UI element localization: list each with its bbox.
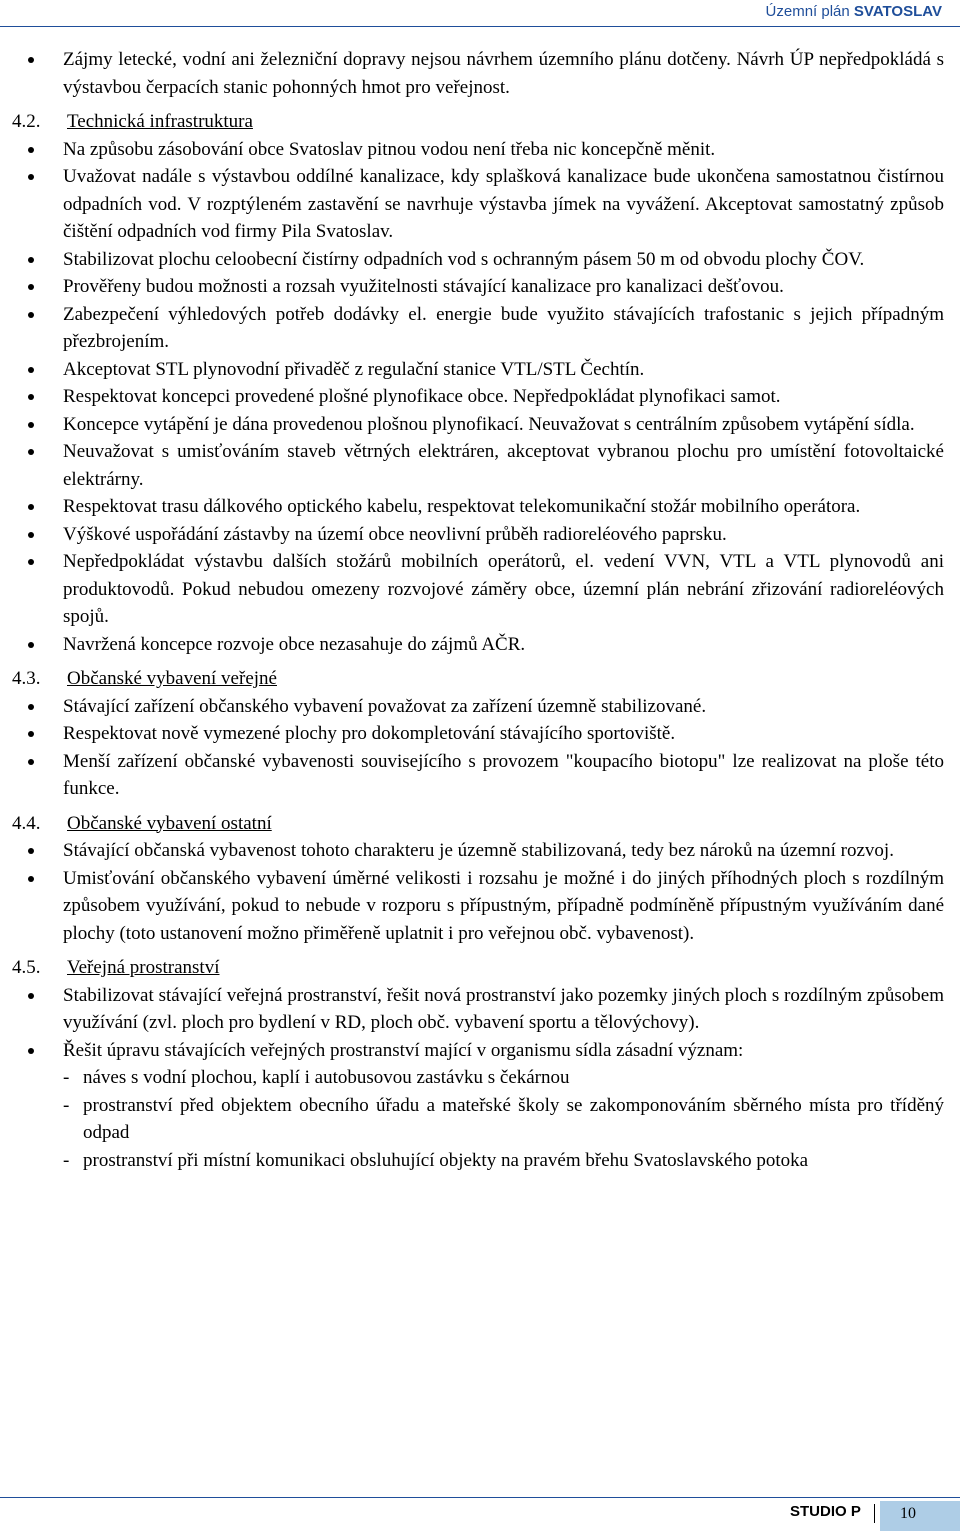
bullet-text: Respektovat koncepci provedené plošné plynofikace obce. Nepředpokládat plynofikaci samot. [63, 386, 781, 407]
bullet-item [12, 246, 944, 274]
header-name: SVATOSLAV [853, 3, 942, 20]
bullet-item [12, 693, 944, 721]
dash-text: prostranství při místní komunikaci obsluhující objekty na pravém břehu Svatoslavského potoka [83, 1149, 809, 1171]
bullet-icon [28, 704, 34, 710]
bullet-item [12, 720, 944, 748]
section-number: 4.5. [12, 957, 41, 978]
bullet-text: Menší zařízení občanské vybavenosti souvisejícího s provozem "koupacího biotopu" lze realizovat na ploše této funkce. [63, 750, 944, 799]
bullet-icon [28, 559, 34, 565]
section-heading [12, 665, 944, 693]
bullet-text: Stávající občanská vybavenost tohoto charakteru je územně stabilizovaná, tedy bez nároků na územní rozvoj. [63, 840, 894, 861]
footer-separator [874, 1504, 875, 1523]
bullet-icon [28, 422, 34, 428]
bullet-item [12, 301, 944, 356]
dash-marker: - [63, 1094, 70, 1116]
dash-marker: - [63, 1067, 70, 1088]
dash-text: náves s vodní plochou, kaplí i autobusovou zastávku s čekárnou [83, 1067, 570, 1088]
bullet-text: Výškové uspořádání zástavby na území obce neovlivní průběh radioreléového paprsku. [63, 523, 727, 545]
bullet-icon [28, 147, 34, 153]
bullet-item [12, 273, 944, 301]
bullet-text: Zájmy letecké, vodní ani železniční dopravy nejsou návrhem územního plánu dotčeny. Návrh ÚP nepředpokládá s výstavbou čerpacích stanic pohonných hmot pro veřejnost. [63, 49, 944, 98]
bullet-icon [28, 394, 34, 400]
bullet-text: Nepředpokládat výstavbu dalších stožárů mobilních operátorů, el. vedení VVN, VTL a VTL plynovodů ani produktovodů. Pokud nebudou omezeny rozvojové záměry obce, územní plán nebrání zřizování radioreléových spojů. [63, 551, 944, 627]
bullet-icon [28, 993, 34, 999]
bullet-item [12, 748, 944, 803]
bullet-text: Řešit úpravu stávajících veřejných prostranství mající v organismu sídla zásadní význam: [63, 1039, 744, 1061]
bullet-text: Akceptovat STL plynovodní přivaděč z regulační stanice VTL/STL Čechtín. [63, 358, 645, 380]
bullet-item [12, 982, 944, 1037]
bullet-text: Na způsobu zásobování obce Svatoslav pitnou vodou není třeba nic koncepčně měnit. [63, 138, 716, 160]
bullet-icon [28, 257, 34, 263]
bullet-text: Umisťování občanského vybavení úměrné velikosti i rozsahu je možné i do jiných příhodných ploch s rozdílným způsobem využívání, pokud to nebude v rozporu s přípustným, případně podmíněně přípustným využíváním dané plochy (toto ustanovení možno přiměřeně uplatnit i pro veřejnou obč. vybavenost). [63, 867, 944, 944]
dash-item [12, 1092, 944, 1147]
header-prefix: Územní plán [765, 3, 850, 20]
bullet-icon [28, 759, 34, 765]
bullet-icon [28, 57, 34, 63]
bullet-text: Koncepce vytápění je dána provedenou plošnou plynofikací. Neuvažovat s centrálním způsobem vytápění sídla. [63, 413, 915, 435]
bullet-item [12, 631, 944, 659]
section-number: 4.3. [12, 668, 41, 689]
bullet-icon [28, 312, 34, 318]
bullet-icon [28, 284, 34, 290]
bullet-text: Respektovat trasu dálkového optického kabelu, respektovat telekomunikační stožár mobilního operátora. [63, 496, 861, 517]
bullet-icon [28, 449, 34, 455]
page-header [766, 3, 942, 20]
bullet-item [12, 1037, 944, 1065]
bullet-item [12, 521, 944, 549]
section-heading [12, 108, 944, 136]
bullet-text: Uvažovat nadále s výstavbou oddílné kanalizace, kdy splašková kanalizace bude ukončena samostatnou čistírnou odpadních vod. V rozptýleném zastavění se navrhuje výstavba jímek na vyvážení. Akceptovat samostatný způsob čištění odpadních vod firmy Pila Svatoslav. [63, 166, 944, 242]
section-heading [12, 954, 944, 982]
dash-item [12, 1147, 944, 1175]
page-number-box [880, 1501, 960, 1531]
bullet-icon [28, 876, 34, 882]
bullet-item [12, 548, 944, 631]
bullet-icon [28, 532, 34, 538]
bullet-text: Neuvažovat s umisťováním staveb větrných elektráren, akceptovat vybranou plochu pro umístění fotovoltaické elektrárny. [63, 441, 944, 490]
footer-rule [0, 1497, 960, 1498]
dash-marker: - [63, 1149, 70, 1171]
bullet-text: Respektovat nově vymezené plochy pro dokompletování stávajícího sportoviště. [63, 723, 676, 744]
bullet-item [12, 438, 944, 493]
bullet-item [12, 356, 944, 384]
bullet-icon [28, 367, 34, 373]
dash-text: prostranství před objektem obecního úřadu a mateřské školy se zakomponováním sběrného místa pro tříděný odpad [83, 1094, 944, 1143]
bullet-item [12, 163, 944, 246]
header-rule [0, 26, 960, 27]
dash-item [12, 1064, 944, 1092]
bullet-icon [28, 174, 34, 180]
page-number: 10 [900, 1505, 916, 1522]
bullet-icon [28, 731, 34, 737]
section-title: Občanské vybavení ostatní [67, 812, 272, 834]
bullet-text: Navržená koncepce rozvoje obce nezasahuje do zájmů AČR. [63, 633, 526, 655]
bullet-icon [28, 1048, 34, 1054]
bullet-text: Stávající zařízení občanského vybavení považovat za zařízení územně stabilizované. [63, 695, 707, 717]
section-title: Technická infrastruktura [67, 111, 253, 132]
section-title: Občanské vybavení veřejné [67, 668, 277, 689]
document-body [12, 46, 944, 1174]
section-number: 4.2. [12, 111, 41, 132]
bullet-icon [28, 504, 34, 510]
footer-studio: STUDIO P [790, 1503, 861, 1520]
bullet-icon [28, 642, 34, 648]
bullet-icon [28, 848, 34, 854]
bullet-item [12, 493, 944, 521]
section-title: Veřejná prostranství [67, 957, 220, 978]
bullet-item [12, 46, 944, 101]
bullet-item [12, 136, 944, 164]
bullet-item [12, 411, 944, 439]
bullet-item [12, 837, 944, 865]
section-number: 4.4. [12, 812, 41, 834]
bullet-text: Prověřeny budou možnosti a rozsah využitelnosti stávající kanalizace pro kanalizaci dešťovou. [63, 276, 784, 297]
bullet-text: Stabilizovat plochu celoobecní čistírny odpadních vod s ochranným pásem 50 m od obvodu plochy ČOV. [63, 248, 865, 270]
section-heading [12, 810, 944, 838]
bullet-item [12, 865, 944, 948]
bullet-text: Stabilizovat stávající veřejná prostranství, řešit nová prostranství jako pozemky jiných ploch s rozdílným způsobem využívání (zvl. ploch pro bydlení v RD, ploch obč. vybavení sportu a tělovýchovy). [63, 984, 944, 1033]
bullet-text: Zabezpečení výhledových potřeb dodávky el. energie bude využito stávajících trafostanic s jejich případným přezbrojením. [63, 303, 944, 352]
bullet-item [12, 383, 944, 411]
